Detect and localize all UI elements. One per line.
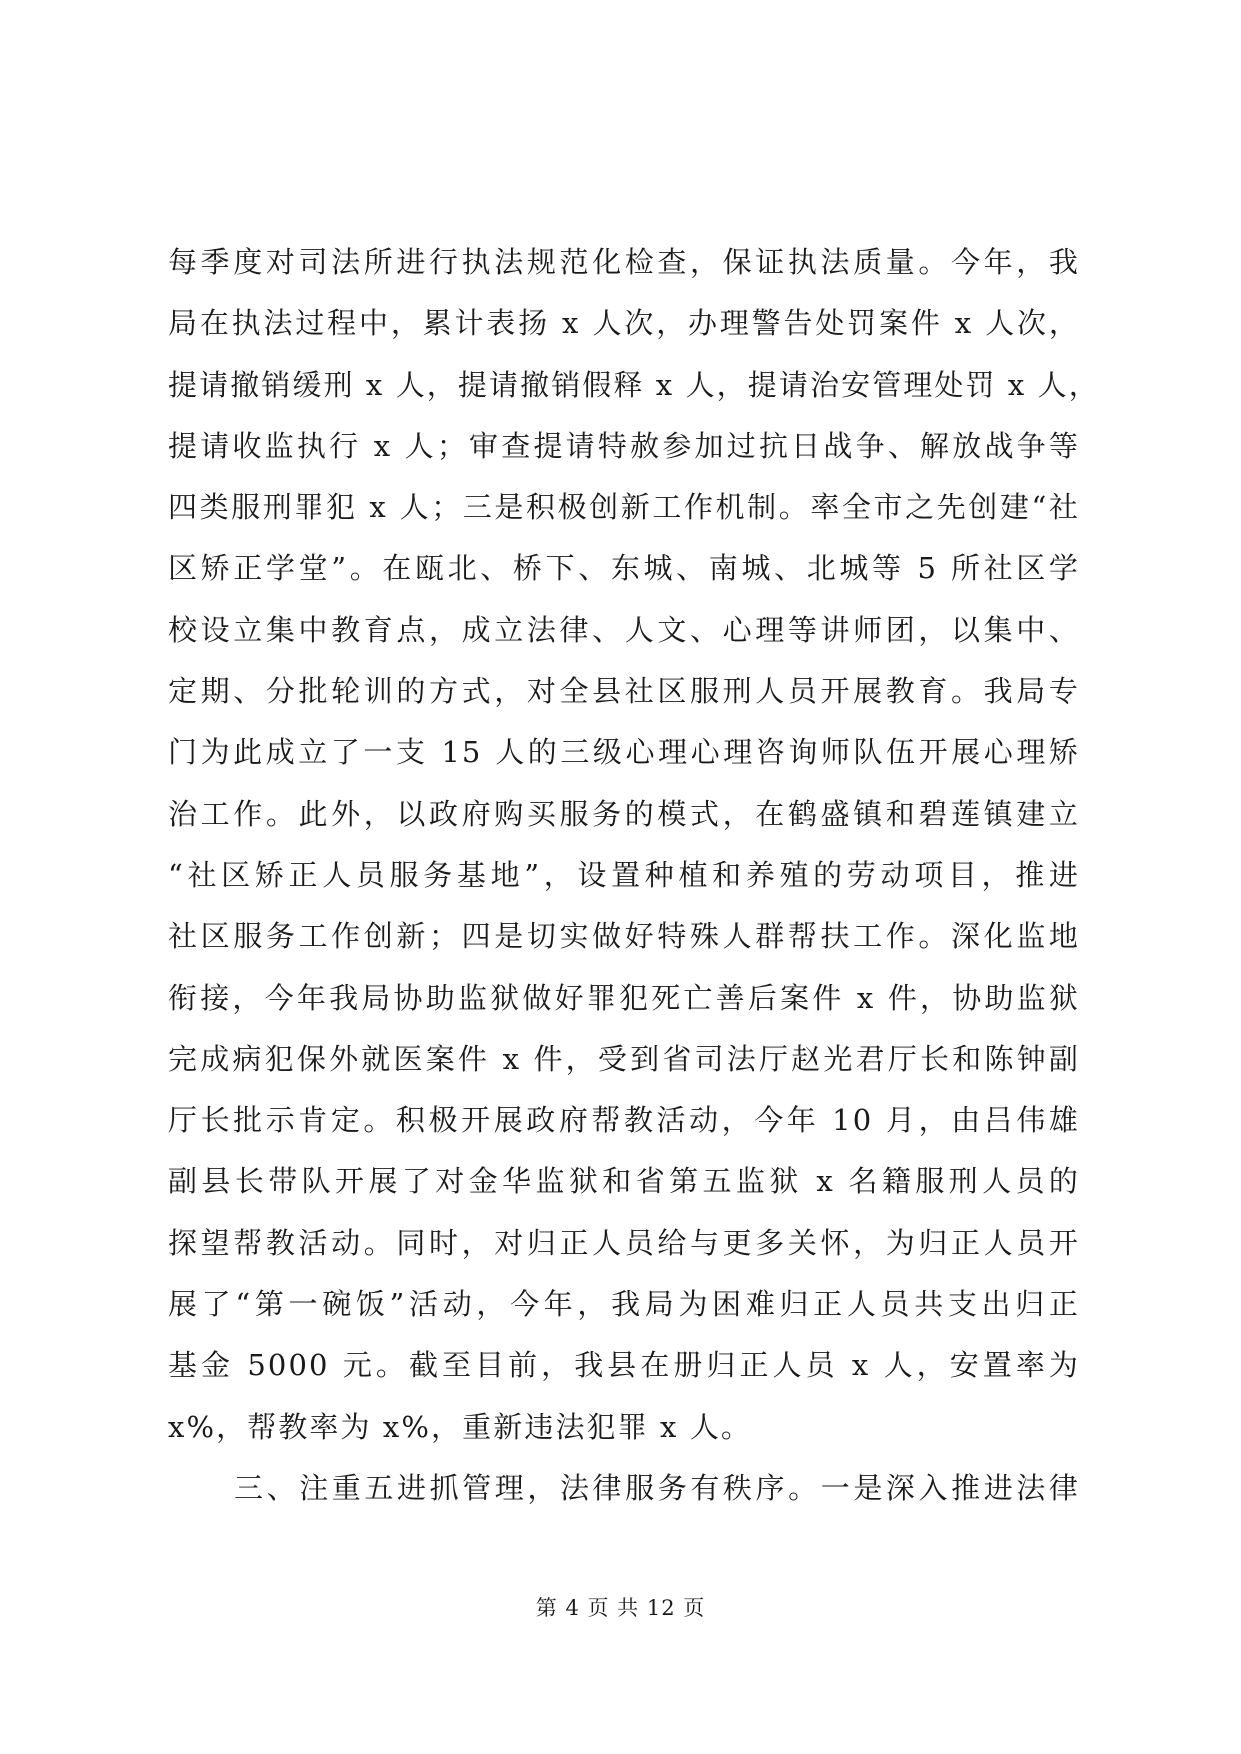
page-footer: 第 4 页 共 12 页 bbox=[535, 1596, 706, 1620]
text-line: 基金 5000 元。截至目前，我县在册归正人员 x 人，安置率为 bbox=[168, 1348, 1080, 1383]
text-line: 厅长批示肯定。积极开展政府帮教活动，今年 10 月，由吕伟雄 bbox=[168, 1103, 1080, 1138]
text-line: 校设立集中教育点，成立法律、人文、心理等讲师团，以集中、 bbox=[168, 612, 1080, 647]
text-line: 四类服刑罪犯 x 人；三是积极创新工作机制。率全市之先创建“社 bbox=[168, 490, 1080, 525]
body-text bbox=[168, 232, 1100, 1519]
text-line: 探望帮教活动。同时，对归正人员给与更多关怀，为归正人员开 bbox=[168, 1225, 1080, 1260]
text-line: 定期、分批轮训的方式，对全县社区服刑人员开展教育。我局专 bbox=[168, 674, 1080, 709]
text-line: 每季度对司法所进行执法规范化检查，保证执法质量。今年，我 bbox=[168, 245, 1080, 279]
text-line: 衔接，今年我局协助监狱做好罪犯死亡善后案件 x 件，协助监狱 bbox=[168, 980, 1080, 1015]
section-heading-line: 三、注重五进抓管理，法律服务有秩序。一是深入推进法律 bbox=[234, 1470, 1080, 1505]
text-line: 社区服务工作创新；四是切实做好特殊人群帮扶工作。深化监地 bbox=[168, 919, 1080, 954]
paragraph-end-line: x%，帮教率为 x%，重新违法犯罪 x 人。 bbox=[168, 1409, 753, 1444]
text-line: 提请收监执行 x 人；审查提请特赦参加过抗日战争、解放战争等 bbox=[168, 428, 1080, 463]
text-line: 完成病犯保外就医案件 x 件，受到省司法厅赵光君厅长和陈钟副 bbox=[168, 1041, 1080, 1076]
text-line: 治工作。此外，以政府购买服务的模式，在鹤盛镇和碧莲镇建立 bbox=[168, 796, 1080, 831]
text-line: 区矫正学堂”。在瓯北、桥下、东城、南城、北城等 5 所社区学 bbox=[168, 551, 1080, 586]
text-line: “社区矫正人员服务基地”，设置种植和养殖的劳动项目，推进 bbox=[168, 857, 1080, 892]
text-line: 局在执法过程中，累计表扬 x 人次，办理警告处罚案件 x 人次， bbox=[168, 306, 1080, 341]
text-line: 副县长带队开展了对金华监狱和省第五监狱 x 名籍服刑人员的 bbox=[168, 1164, 1080, 1199]
text-line: 展了“第一碗饭”活动，今年，我局为困难归正人员共支出归正 bbox=[168, 1287, 1080, 1322]
text-line: 门为此成立了一支 15 人的三级心理心理咨询师队伍开展心理矫 bbox=[168, 735, 1080, 770]
text-line: 提请撤销缓刑 x 人，提请撤销假释 x 人，提请治安管理处罚 x 人， bbox=[168, 367, 1100, 402]
